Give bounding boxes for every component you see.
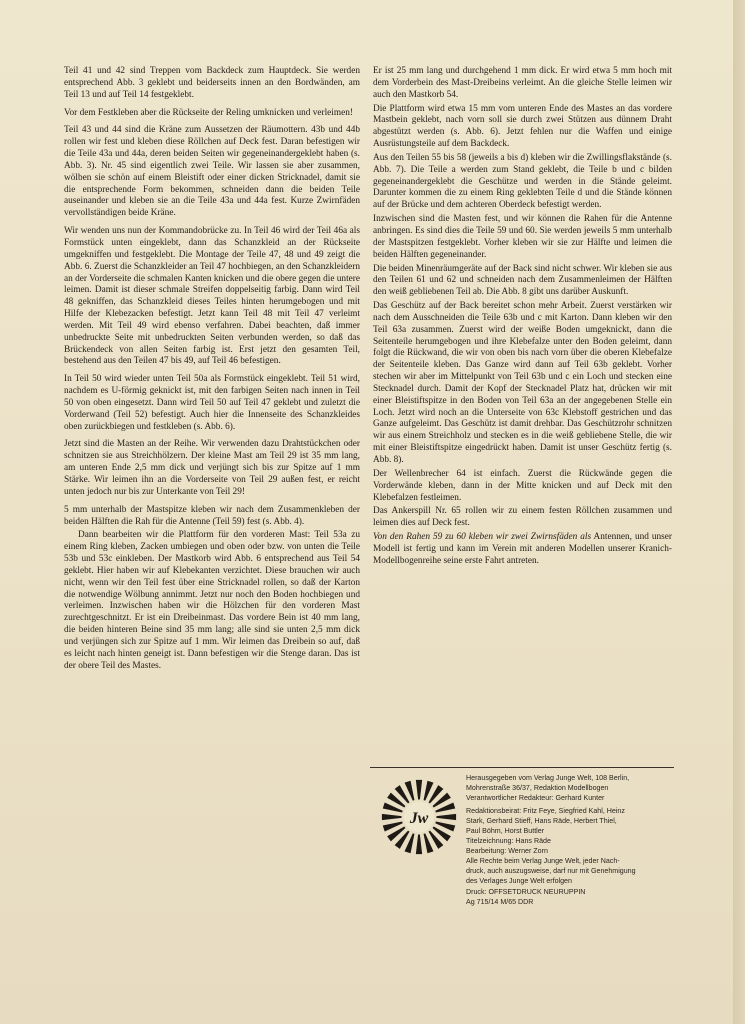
imprint-line: Stark, Gerhard Stieff, Hans Räde, Herbert Thiel, [466, 817, 617, 826]
paragraph: Das Ankerspill Nr. 65 rollen wir zu einem festen Röllchen zusammen und leimen dies auf Deck fest. [373, 506, 672, 529]
imprint-line: des Verlages Junge Welt erfolgen [466, 877, 572, 886]
closing-text: Antennen, und unser Modell ist fertig und kann im Verein mit anderen Modellen unserer Kranich-Modellbogenreihe seine erste Fahrt antreten. [373, 532, 672, 566]
right-text-column [373, 66, 672, 570]
paragraph: Aus den Teilen 55 bis 58 (jeweils a bis d) kleben wir die Zwillingsflakstände (s. Abb. 7). Die Teile a werden zum Stand geklebt, die Teile b und c bilden gegeneinandergeklebt die Geschütze und werden in die Stände geleimt. Darunter kommen die zu einem Ring geklebten Teile d und die Stände können auf der Brücke und dem achteren Oberdeck befestigt werden. [373, 152, 672, 211]
imprint [466, 773, 686, 907]
paragraph: Die Plattform wird etwa 15 mm vom unteren Ende des Mastes an das vordere Mastbein geklebt, nach vorn soll sie durch zwei Stützen aus dünnem Draht abgestützt werden (s. Abb. 6). Jetzt fehlen nur die Waffen und einige Ausrüstungsteile auf dem Backdeck. [373, 103, 672, 150]
paragraph: Jetzt sind die Masten an der Reihe. Wir verwenden dazu Drahtstückchen oder schnitzen sie aus Streichhölzern. Der kleine Mast am Teil 29 ist 35 mm lang, am unteren Ende 2,5 mm dick und verjüngt sich bis zur Spitze auf 1 mm Stärke. Wir leimen ihn an die Vorderseite von Teil 29 außen fest, er reicht unten jedoch nur bis zur Unterkante von Teil 29! [64, 439, 360, 497]
paragraph: Wir wenden uns nun der Kommandobrücke zu. In Teil 46 wird der Teil 46a als Formstück unten eingeklebt, dann das Schanzkleid an der Rückseite umgekniffen und festgeklebt. Die Montage der Teile 47, 48 und 49 zeigt die Abb. 6. Zuerst die Schanzkleider an Teil 47 hochbiegen, an den Schanzkleidern an der Vorderseite die schmalen Kanten knicken und die obere gegen die untere leimen. Damit ist dieser schmale Streifen doppelseitig farbig. Dann wird Teil 48 gekniffen, das Schanzkleid dieses Teiles hinten herumgebogen und mit Hilfe der Klebezacken befestigt. Jetzt kann Teil 48 mit Teil 47 verleimt werden. Mit Teil 49 wird ebenso verfahren. Dabei beachten, daß immer unbedruckte Seite mit unbedruckten Seiten verbunden werden, so daß das Brückendeck von allen Seiten farbig ist. Erst jetzt den gesamten Teil, bestehend aus den Teilen 47 bis 49, auf Teil 46 befestigen. [64, 226, 361, 367]
paragraph: 5 mm unterhalb der Mastspitze kleben wir nach dem Zusammenkleben der beiden Hälften die Rah für die Antenne (Teil 59) fest (s. Abb. 4). [64, 504, 360, 527]
logo-ray [416, 834, 422, 854]
imprint-line: Herausgegeben vom Verlag Junge Welt, 108 Berlin, [466, 774, 630, 782]
imprint-line: Titelzeichnung: Hans Räde [466, 837, 551, 846]
paragraph: Die beiden Minenräumgeräte auf der Back sind nicht schwer. Wir kleben sie aus den Teilen 61 und 62 und schneiden nach dem Zusammenleimen der Hälften den weiß gebliebenen Teil ab. Die Abb. 8 gibt uns darüber Auskunft. [373, 263, 672, 298]
imprint-line: Alle Rechte beim Verlag Junge Welt, jeder Nach- [466, 857, 620, 866]
imprint-line: druck, auch auszugsweise, darf nur mit Genehmigung [466, 867, 636, 876]
closing-italic: Von den Rahen 59 zu 60 kleben wir zwei Zwirnsfäden als [373, 532, 592, 543]
paragraph: Inzwischen sind die Masten fest, und wir können die Rahen für die Antenne anbringen. Es sind dies die Teile 59 und 60. Sie werden jeweils 5 mm unterhalb der Mastspitzen festgeklebt. Vorher kleben wir sie zur Hälfte und leimen die beiden Hälften gegeneinander. [373, 214, 672, 260]
paragraph: Er ist 25 mm lang und durchgehend 1 mm dick. Er wird etwa 5 mm hoch mit dem Vorderbein des Mast-Dreibeins verleimt. An die gleiche Stelle leimen wir auch den Mastkorb 54. [373, 66, 672, 100]
paragraph: Dann bearbeiten wir die Plattform für den vorderen Mast: Teil 53a zu einem Ring kleben, Zacken umbiegen und oben oder bzw. von unten die Teile 53b und 53c einkleben. Der Mastkorb wird Abb. 6 entsprechend aus Teil 54 geklebt. Hier haben wir auf Klebekanten verzichtet. Diese brauchen wir auch nicht, wenn wir den Teil fest über eine Stricknadel rollen, so daß der Karton die notwendige Wölbung annimmt. Jetzt nur noch den Boden hochbiegen und verleimen. Inzwischen haben wir die Hölzchen für den vorderen Mast zurechtgeschnitzt. Er ist ein Dreibeinmast. Das vordere Bein ist 40 mm lang, die beiden hinteren Beine sind 35 mm lang; alle sind sie unten 2,5 mm dick und verjüngen sich zur Spitze auf 1 mm. Wir leimen das Dreibein so auf, daß es leicht nach hinten geneigt ist. Dann befestigen wir die Stenge daran. Das ist der obere Teil des Mastes. [64, 530, 360, 671]
paragraph: Der Wellenbrecher 64 ist einfach. Zuerst die Rückwände gegen die Vorderwände kleben, dann in der Mitte knicken und auf Deck mit den Klebefalzen festleimen. [373, 468, 672, 503]
paragraph: Das Geschütz auf der Back bereitet schon mehr Arbeit. Zuerst verstärken wir nach dem Ausschneiden die Teile 63b und c mit Karton. Dann kleben wir den Teil 63a zusammen. Zuerst wird der weiße Boden umgeknickt, dann die Seitenteile herumgebogen und ihre Klebefalze unter den Boden geleimt, dann folgt die Rückwand, die wir von oben bis nach vorn über die oberen Klebefalze der Seitenteile kleben. Das Ganze wird dann auf Teil 63b geklebt. Vorher stechen wir aber im Mittelpunkt von Teil 63b und c ein Loch und stecken eine Stecknadel durch. Damit der Kopf der Stecknadel Platz hat, drücken wir mit einer Bleistiftspitze in den Boden von Teil 63a an der angegebenen Stelle ein Loch. Jetzt wird noch an die Unterseite von 63c Klebstoff gestrichen und das Ganze aufgeleimt. Das Geschütz ist damit drehbar. Das Geschützrohr schnitzen wir aus einem Streichholz und stecken es in die weiß gebliebene Stelle, die wir mit einer Bleistiftspitze eingedrückt haben. Damit ist unser Geschütz fertig (s. Abb. 8). [373, 301, 672, 465]
left-text-column [64, 66, 360, 675]
logo-ray [436, 814, 456, 820]
imprint-line: Druck: OFFSETDRUCK NEURUPPIN [466, 887, 586, 896]
logo-ray [382, 814, 402, 820]
logo-ray [416, 780, 422, 800]
imprint-line: Redaktionsbeirat: Fritz Feye, Siegfried Kahl, Heinz [466, 807, 625, 816]
paragraph: Teil 41 und 42 sind Treppen vom Backdeck zum Hauptdeck. Sie werden entsprechend Abb. 3 geklebt und beiderseits innen an den Bordwänden, am Teil 13 und auf Teil 14 festgeklebt. [64, 66, 360, 100]
page-edge [733, 0, 745, 1024]
logo-letters: Jw [409, 810, 429, 828]
paragraph: Teil 43 und 44 sind die Kräne zum Aussetzen der Räumottern. 43b und 44b rollen wir fest und kleben diese Röllchen auf Deck fest. Daran befestigen wir die Teile 43a und 44a, deren beiden Seiten wir gegeneinandergeklebt haben (s. Abb. 3). Nr. 45 sind eigentlich zwei Teile. Wir lassen sie aber zusammen, wölben sie schön auf einem Bleistift oder einer dicken Stricknadel, damit sie die entsprechende Form bekommen, schneiden dann die beiden Teile auseinander und kleben sie an die Teile 43a und 44a fest. Kurze Zwirnfäden vervollständigen beide Kräne. [64, 125, 360, 219]
imprint-divider [370, 767, 674, 768]
imprint-line: Verantwortlicher Redakteur: Gerhard Kunter [466, 794, 605, 803]
paragraph: In Teil 50 wird wieder unten Teil 50a als Formstück eingeklebt. Teil 51 wird, nachdem es U-förmig geknickt ist, mit den farbigen Seiten nach innen in Teil 50 von oben eingesetzt. Dann wird Teil 50 auf Teil 47 geklebt und zuletzt die Vorderwand (Teil 52) befestigt. Auch hier die Innenseite des Schanzkleides oben zurückbiegen und festkleben (s. Abb. 6). [64, 374, 360, 432]
closing-paragraph [373, 532, 672, 568]
imprint-line: Paul Böhm, Horst Buttler [466, 827, 545, 836]
publisher-logo [381, 779, 457, 855]
imprint-line: Mohrenstraße 36/37, Redaktion Modellbogen [466, 784, 609, 793]
imprint-line: Bearbeitung: Werner Zorn [466, 847, 548, 856]
imprint-line: Ag 715/14 M/65 DDR [466, 897, 534, 906]
paragraph: Vor dem Festkleben aber die Rückseite der Reling umknicken und verleimen! [64, 107, 353, 118]
